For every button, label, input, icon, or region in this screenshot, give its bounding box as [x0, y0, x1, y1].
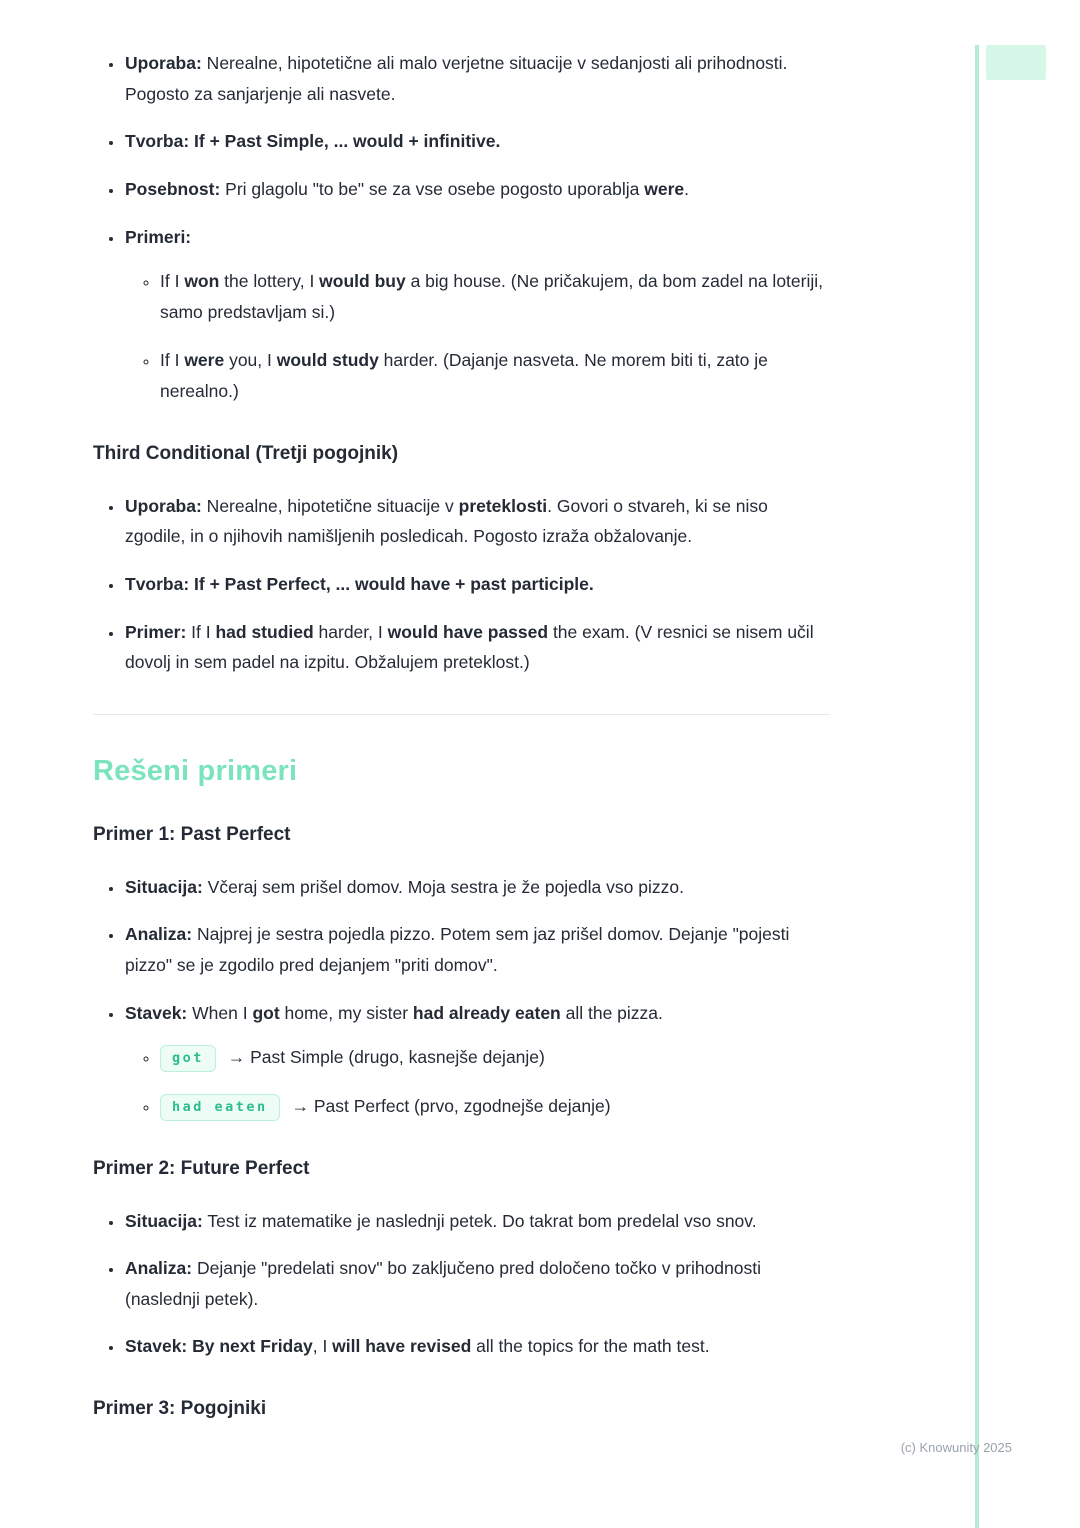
list-item [124, 1206, 830, 1237]
text: the lottery, I [219, 271, 320, 292]
text: Najprej je sestra pojedla pizzo. Potem sem jaz prišel domov. Dejanje "pojesti pizzo" se je zgodilo pred dejanjem "priti domov". [125, 924, 790, 975]
text: When I [187, 1002, 253, 1023]
text: Test iz matematike je naslednji petek. Do takrat bom predelal vso snov. [202, 1210, 757, 1231]
bullet-list [93, 872, 830, 1122]
document-body [93, 48, 830, 1446]
list-item [124, 1331, 830, 1362]
list-item [124, 491, 830, 552]
text: home, my sister [279, 1002, 413, 1023]
copyright-footer: (c) Knowunity 2025 [900, 1440, 1012, 1455]
text: . Govori o stvareh, ki se niso zgodile, in o njihovih namišljenih posledicah. Pogosto izraža obžalovanje. [125, 495, 768, 547]
section-heading: Third Conditional (Tretji pogojnik) [93, 442, 399, 464]
list-item [124, 617, 830, 678]
bold-text: Stavek: [125, 1002, 188, 1023]
sub-bullet-list [125, 266, 830, 407]
code-badge: had eaten [160, 1094, 280, 1121]
bold-text: won [184, 271, 220, 292]
list-item [159, 1091, 830, 1122]
bullet-list [93, 1206, 830, 1363]
code-badge: got [160, 1045, 216, 1072]
list-item [124, 1253, 830, 1314]
bold-text: will have revised [332, 1336, 472, 1357]
bold-text: Tvorba: If + Past Simple, ... would + infinitive. [125, 131, 501, 152]
document-blocks [93, 48, 830, 1420]
sub-bullet-list [125, 1042, 830, 1121]
text: → Past Perfect (prvo, zgodnejše dejanje) [286, 1095, 611, 1116]
bold-text: had studied [215, 621, 314, 642]
text: harder, I [313, 621, 388, 642]
bold-text: Uporaba: [125, 53, 202, 73]
list-item [124, 174, 830, 205]
accent-heading: Rešeni primeri [93, 754, 298, 787]
text: all the pizza. [560, 1002, 663, 1023]
text: , I [312, 1336, 333, 1357]
bold-text: Posebnost: [125, 178, 221, 199]
bold-text: got [252, 1002, 280, 1023]
section-heading: Primer 2: Future Perfect [93, 1157, 310, 1179]
bold-text: Situacija: [125, 1210, 203, 1231]
list-item [124, 222, 830, 407]
bold-text: were [644, 178, 685, 199]
bold-text: Situacija: [125, 876, 203, 897]
text: Nerealne, hipotetične situacije v [201, 495, 459, 516]
list-item [124, 872, 830, 903]
scrollbar-thumb[interactable] [986, 45, 1046, 80]
list-item [124, 998, 830, 1122]
list-item [124, 126, 830, 157]
text: If I [160, 271, 185, 292]
text: harder. (Dajanje nasveta. Ne morem biti ti, zato je nerealno.) [160, 350, 768, 401]
bold-text: Tvorba: If + Past Perfect, ... would have + past participle. [125, 573, 594, 594]
bold-text: would buy [319, 271, 406, 292]
text: all the topics for the math test. [471, 1336, 710, 1357]
text: Nerealne, hipotetične ali malo verjetne situacije v sedanjosti ali prihodnosti. Pogosto za sanjarjenje ali nasvete. [125, 53, 788, 104]
text: → Past Simple (drugo, kasnejše dejanje) [222, 1047, 545, 1068]
list-item [124, 919, 830, 980]
bold-text: Uporaba: [125, 495, 202, 516]
bold-text: preteklosti [458, 495, 548, 516]
list-item [159, 1042, 830, 1073]
list-item [124, 569, 830, 600]
list-item [159, 266, 830, 327]
bold-text: Stavek: By next Friday [125, 1336, 313, 1357]
text: you, I [224, 350, 277, 371]
bullet-list [93, 491, 830, 678]
bold-text: Primer: [125, 621, 187, 642]
list-item [124, 48, 830, 109]
bullet-list [93, 48, 830, 407]
text: Dejanje "predelati snov" bo zaključeno pred določeno točko v prihodnosti (naslednji petek). [125, 1258, 761, 1309]
text: . [684, 178, 690, 199]
section-heading: Primer 3: Pogojniki [93, 1398, 267, 1419]
bold-text: were [184, 350, 225, 371]
text: the exam. (V resnici se nisem učil dovolj in sem padel na izpitu. Obžalujem preteklost.) [125, 621, 814, 673]
bold-text: had already eaten [412, 1002, 561, 1023]
text: a big house. (Ne pričakujem, da bom zadel na loteriji, samo predstavljam si.) [160, 271, 824, 322]
text: If I [160, 350, 185, 371]
bold-text: would study [276, 350, 379, 371]
text: Včeraj sem prišel domov. Moja sestra je že pojedla vso pizzo. [202, 876, 684, 897]
list-item [159, 345, 830, 406]
page-edge-accent [975, 45, 979, 1528]
bold-text: Primeri: [125, 226, 192, 247]
divider [93, 714, 830, 715]
bold-text: Analiza: [125, 924, 193, 945]
text: If I [186, 621, 216, 642]
text: Pri glagolu "to be" se za vse osebe pogosto uporablja [220, 178, 645, 199]
bold-text: Analiza: [125, 1258, 193, 1279]
bold-text: would have passed [387, 621, 549, 642]
section-heading: Primer 1: Past Perfect [93, 823, 291, 845]
